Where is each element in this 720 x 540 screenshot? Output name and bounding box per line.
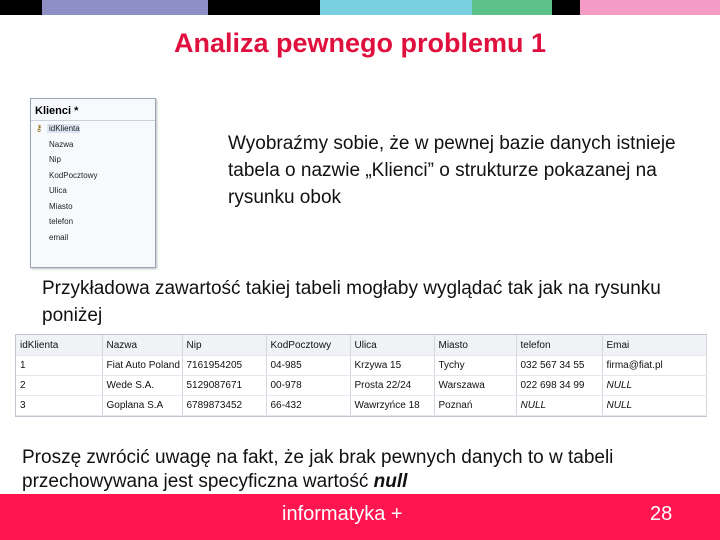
table-design-header: Klienci * (31, 99, 155, 121)
key-icon: ⚷ (35, 123, 43, 134)
footer-bar (0, 494, 720, 540)
table-cell[interactable]: 032 567 34 55 (516, 356, 602, 376)
field-row[interactable] (31, 183, 155, 199)
column-header[interactable]: KodPocztowy (266, 335, 350, 356)
slide-title: Analiza pewnego problemu 1 (173, 28, 547, 58)
field-name: Nip (49, 155, 62, 165)
table-cell[interactable]: 00-978 (266, 376, 350, 396)
table-cell[interactable]: 022 698 34 99 (516, 376, 602, 396)
field-name: Ulica (49, 186, 67, 196)
footer-label: informatyka + (282, 503, 403, 525)
table-row[interactable] (16, 396, 706, 416)
table-cell[interactable]: 1 (16, 356, 102, 376)
table-cell[interactable]: firma@fiat.pl (602, 356, 706, 376)
field-name: Nazwa (49, 139, 74, 149)
table-cell[interactable]: Tychy (434, 356, 516, 376)
field-row[interactable] (31, 168, 155, 184)
topbar-segment (0, 0, 42, 15)
topbar-segment (580, 0, 720, 15)
closing-text (22, 446, 712, 494)
table-cell[interactable]: 6789873452 (182, 396, 266, 416)
table-cell[interactable]: Goplana S.A (102, 396, 182, 416)
field-name: Miasto (49, 201, 73, 211)
table-cell[interactable]: 04-985 (266, 356, 350, 376)
topbar-segment (208, 0, 320, 15)
table-row[interactable] (16, 376, 706, 396)
topbar-segment (42, 0, 208, 15)
null-cell[interactable]: NULL (602, 396, 706, 416)
table-cell[interactable]: Wawrzyńce 18 (350, 396, 434, 416)
table-cell[interactable]: 7161954205 (182, 356, 266, 376)
table-cell[interactable]: Krzywa 15 (350, 356, 434, 376)
closing-sentence: Proszę zwrócić uwagę na fakt, że jak brak pewnych danych to w tabeli przechowywana jest specyficzna wartość (22, 447, 614, 492)
column-header[interactable]: telefon (516, 335, 602, 356)
table-cell[interactable]: 2 (16, 376, 102, 396)
topbar-segment (552, 0, 580, 15)
null-cell[interactable]: NULL (516, 396, 602, 416)
grid-header-row (16, 335, 706, 356)
column-header[interactable]: Miasto (434, 335, 516, 356)
null-keyword: null (373, 471, 408, 492)
table-cell[interactable]: Prosta 22/24 (350, 376, 434, 396)
topbar-segment (472, 0, 552, 15)
topbar-segment (320, 0, 472, 15)
column-header[interactable]: Ulica (350, 335, 434, 356)
field-row[interactable] (31, 230, 155, 246)
data-grid (15, 334, 707, 417)
field-row[interactable] (31, 214, 155, 230)
table-cell[interactable]: Poznań (434, 396, 516, 416)
field-row[interactable] (31, 137, 155, 153)
field-row[interactable] (31, 121, 155, 137)
column-header[interactable]: Emai (602, 335, 706, 356)
table-cell[interactable]: Wede S.A. (102, 376, 182, 396)
field-name: email (49, 232, 69, 242)
table-cell[interactable]: 5129087671 (182, 376, 266, 396)
field-name: telefon (49, 217, 74, 227)
field-name: idKlienta (49, 124, 80, 134)
table-cell[interactable]: 3 (16, 396, 102, 416)
table-cell[interactable]: Warszawa (434, 376, 516, 396)
column-header[interactable]: idKlienta (16, 335, 102, 356)
table-design-view (30, 98, 156, 268)
top-color-bar (0, 0, 720, 15)
field-row[interactable] (31, 199, 155, 215)
field-row[interactable] (31, 152, 155, 168)
table-cell[interactable]: Fiat Auto Poland (102, 356, 182, 376)
table-row[interactable] (16, 356, 706, 376)
example-text: Przykładowa zawartość takiej tabeli mogłaby wyglądać tak jak na rysunku poniżej (42, 278, 661, 326)
field-name: KodPocztowy (49, 170, 98, 180)
table-cell[interactable]: 66-432 (266, 396, 350, 416)
page-number: 28 (650, 503, 673, 525)
null-cell[interactable]: NULL (602, 376, 706, 396)
intro-text: Wyobraźmy sobie, że w pewnej bazie danych istnieje tabela o nazwie „Klienci” o strukturze pokazanej na rysunku obok (228, 133, 676, 208)
column-header[interactable]: Nip (182, 335, 266, 356)
column-header[interactable]: Nazwa (102, 335, 182, 356)
